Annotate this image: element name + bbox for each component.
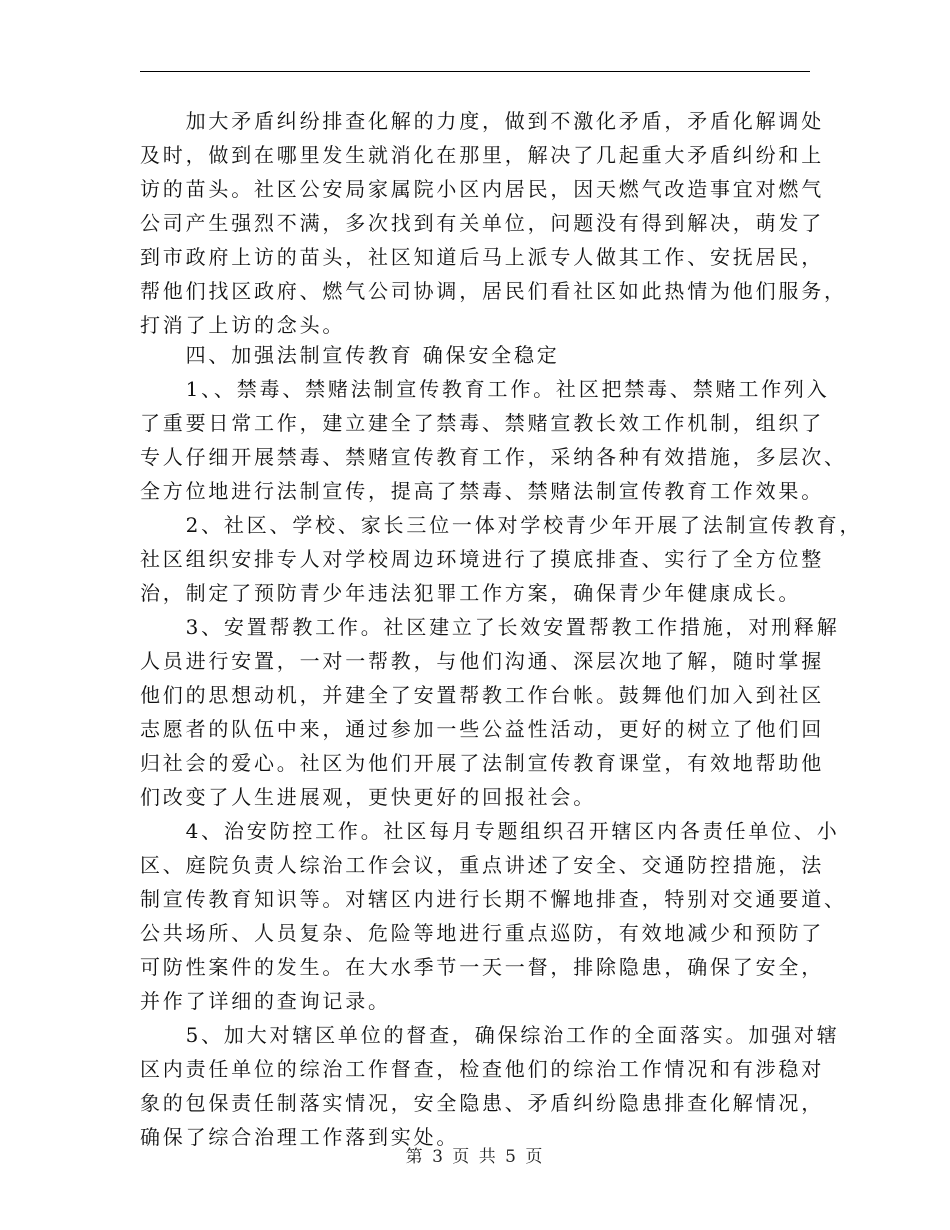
text-line: 区内责任单位的综治工作督查，检查他们的综治工作情况和有涉稳对: [140, 1057, 824, 1081]
text-line: 归社会的爱心。社区为他们开展了法制宣传教育课堂，有效地帮助他: [140, 751, 824, 775]
text-line: 1、、禁毒、禁赌法制宣传教育工作。社区把禁毒、禁赌工作列入: [140, 377, 830, 401]
text-line: 到市政府上访的苗头，社区知道后马上派专人做其工作、安抚居民，: [140, 245, 824, 269]
text-line: 4、治安防控工作。社区每月专题组织召开辖区内各责任单位、小: [140, 819, 840, 843]
text-line: 5、加大对辖区单位的督查，确保综治工作的全面落实。加强对辖: [140, 1023, 840, 1047]
text-line: 确保了综合治理工作落到实处。: [140, 1125, 460, 1149]
text-line: 及时，做到在哪里发生就消化在那里，解决了几起重大矛盾纠纷和上: [140, 143, 824, 167]
text-line: 全方位地进行法制宣传，提高了禁毒、禁赌法制宣传教育工作效果。: [140, 479, 824, 503]
header-rule: [140, 71, 810, 72]
text-line: 2、社区、学校、家长三位一体对学校青少年开展了法制宣传教育，: [140, 513, 863, 537]
text-line: 专人仔细开展禁毒、禁赌宣传教育工作，采纳各种有效措施，多层次、: [140, 445, 847, 469]
text-line: 并作了详细的查询记录。: [140, 989, 391, 1013]
text-line: 社区组织安排专人对学校周边环境进行了摸底排查、实行了全方位整: [140, 547, 824, 571]
text-line: 公司产生强烈不满，多次找到有关单位，问题没有得到解决，萌发了: [140, 211, 824, 235]
text-line: 可防性案件的发生。在大水季节一天一督，排除隐患，确保了安全，: [140, 955, 824, 979]
page-footer: 第 3 页 共 5 页: [405, 1147, 545, 1167]
text-line: 公共场所、人员复杂、危险等地进行重点巡防，有效地减少和预防了: [140, 921, 824, 945]
text-line: 访的苗头。社区公安局家属院小区内居民，因天燃气改造事宜对燃气: [140, 177, 824, 201]
text-line: 加大矛盾纠纷排查化解的力度，做到不激化矛盾，矛盾化解调处: [140, 109, 824, 133]
text-line: 区、庭院负责人综治工作会议，重点讲述了安全、交通防控措施，法: [140, 853, 824, 877]
text-line: 帮他们找区政府、燃气公司协调，居民们看社区如此热情为他们服务，: [140, 279, 847, 303]
text-line: 了重要日常工作，建立建全了禁毒、禁赌宣教长效工作机制，组织了: [140, 411, 824, 435]
section-heading: 四、加强法制宣传教育 确保安全稳定: [140, 343, 560, 367]
text-line: 们改变了人生进展观，更快更好的回报社会。: [140, 785, 596, 809]
text-line: 治，制定了预防青少年违法犯罪工作方案，确保青少年健康成长。: [140, 581, 802, 605]
text-line: 打消了上访的念头。: [140, 313, 346, 337]
text-line: 制宣传教育知识等。对辖区内进行长期不懈地排查，特别对交通要道、: [140, 887, 847, 911]
text-line: 3、安置帮教工作。社区建立了长效安置帮教工作措施，对刑释解: [140, 615, 840, 639]
text-line: 象的包保责任制落实情况，安全隐患、矛盾纠纷隐患排查化解情况，: [140, 1091, 824, 1115]
text-line: 人员进行安置，一对一帮教，与他们沟通、深层次地了解，随时掌握: [140, 649, 824, 673]
text-line: 他们的思想动机，并建全了安置帮教工作台帐。鼓舞他们加入到社区: [140, 683, 824, 707]
text-line: 志愿者的队伍中来，通过参加一些公益性活动，更好的树立了他们回: [140, 717, 824, 741]
